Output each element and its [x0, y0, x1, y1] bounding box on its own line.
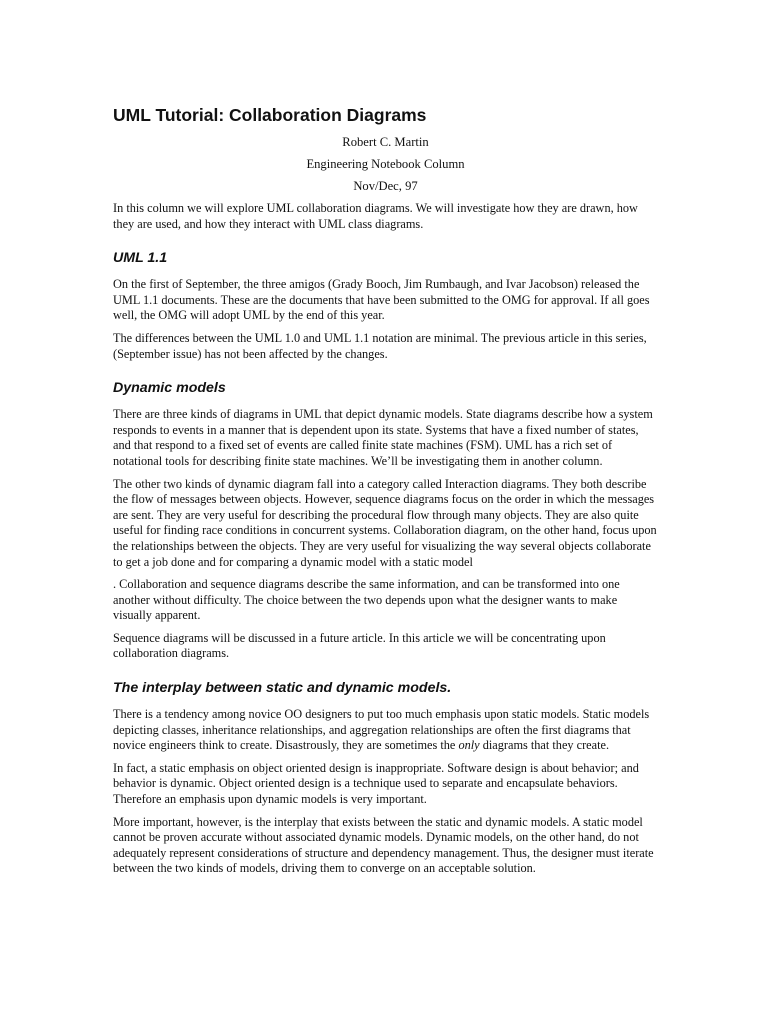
interplay-paragraph-1-end: diagrams that they create.	[479, 738, 610, 753]
document-page	[113, 104, 658, 884]
interplay-emphasis: only	[458, 738, 480, 753]
dynamic-paragraph-4: Sequence diagrams will be discussed in a future article. In this article we will be concentrating upon collaboration diagrams.	[113, 630, 606, 661]
date-line: Nov/Dec, 97	[353, 179, 418, 193]
column-line: Engineering Notebook Column	[306, 157, 465, 171]
interplay-paragraph-3: More important, however, is the interplay that exists between the static and dynamic models. A static model cannot be proven accurate without associated dynamic models. Dynamic models, on the other hand, do not adequately represent considerations of structure and dependency management. Thus, the designer must iterate between the two kinds of models, driving them to converge on an acceptable solution.	[113, 814, 654, 876]
uml11-paragraph-2: The differences between the UML 1.0 and UML 1.1 notation are minimal. The previous article in this series, (September issue) has not been affected by the changes.	[113, 330, 647, 361]
dynamic-paragraph-2: The other two kinds of dynamic diagram fall into a category called Interaction diagrams. They both describe the flow of messages between objects. However, sequence diagrams focus on the order in which the messages are sent. They are very useful for describing the procedural flow through many objects. They are also quite useful for finding race conditions in concurrent systems. Collaboration diagram, on the other hand, focus upon the relationships between the objects. They are very useful for visualizing the way several objects collaborate to get a job done and for comparing a dynamic model with a static model	[113, 476, 657, 569]
section-heading-uml11: UML 1.1	[113, 250, 168, 267]
dynamic-paragraph-1: There are three kinds of diagrams in UML that depict dynamic models. State diagrams describe how a system responds to events in a manner that is dependent upon its state. Systems that have a fixed number of states, and that respond to a fixed set of events are called finite state machines (FSM). UML has a rich set of notational tools for describing finite state machines. We’ll be investigating them in another column.	[113, 407, 653, 468]
author-line: Robert C. Martin	[342, 135, 429, 149]
interplay-paragraph-1	[113, 707, 658, 754]
section-heading-interplay: The interplay between static and dynamic models.	[113, 680, 452, 697]
document-title: UML Tutorial: Collaboration Diagrams	[113, 105, 427, 125]
uml11-paragraph-1: On the first of September, the three amigos (Grady Booch, Jim Rumbaugh, and Ivar Jacobson) released the UML 1.1 documents. These are the documents that have been submitted to the OMG for approval. If all goes well, the OMG will adopt UML by the end of this year.	[113, 277, 650, 323]
interplay-paragraph-1-start: There is a tendency among novice OO designers to put too much emphasis upon static models. Static models depicting classes, inheritance relationships, and aggregation relationships are often the first diagrams that novice engineers think to create. Disastrously, they are sometimes the	[113, 707, 650, 753]
section-heading-dynamic-models: Dynamic models	[113, 380, 226, 397]
interplay-paragraph-2: In fact, a static emphasis on object oriented design is inappropriate. Software design is about behavior; and behavior is dynamic. Object oriented design is a technique used to separate and encapsulate behaviors. Therefore an emphasis upon dynamic models is very important.	[113, 760, 639, 807]
dynamic-paragraph-3: . Collaboration and sequence diagrams describe the same information, and can be transformed into one another without difficulty. The choice between the two depends upon what the designer wants to make visually apparent.	[113, 577, 620, 623]
intro-paragraph: In this column we will explore UML collaboration diagrams. We will investigate how they are drawn, how they are used, and how they interact with UML class diagrams.	[113, 201, 638, 231]
